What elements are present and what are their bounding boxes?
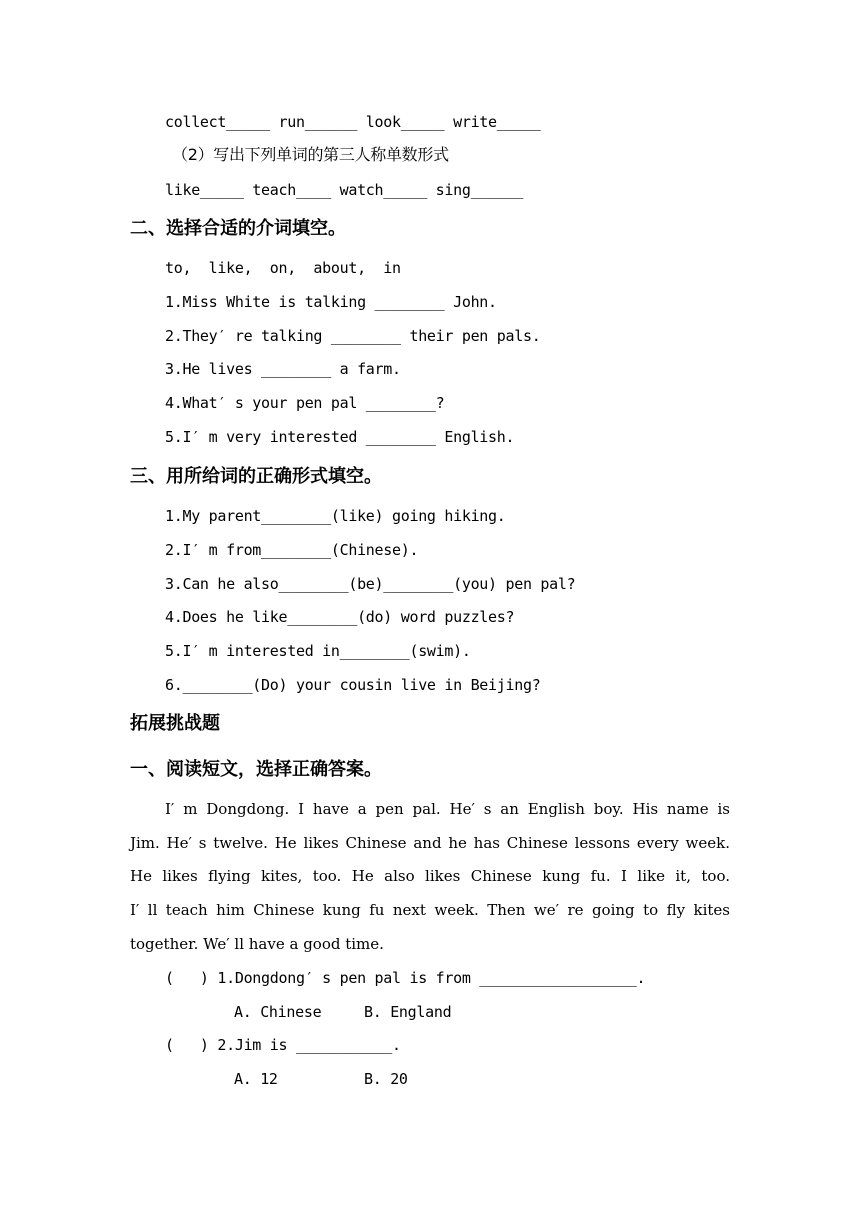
form-question-6: 6.________(Do) your cousin live in Beijing? (165, 676, 541, 694)
third-person-blanks-line: like_____ teach____ watch_____ sing______ (165, 181, 523, 199)
passage-line-2: Jim. He′ s twelve. He likes Chinese and he has Chinese lessons every week. (130, 834, 730, 852)
extension-heading: 拓展挑战题 (130, 713, 220, 734)
passage-line-5: together. We′ ll have a good time. (130, 935, 384, 953)
preposition-options: to, like, on, about, in (165, 259, 401, 277)
reading-heading: 一、阅读短文，选择正确答案。 (130, 759, 382, 780)
form-question-4: 4.Does he like________(do) word puzzles? (165, 608, 515, 626)
past-tense-blanks-line: collect_____ run______ look_____ write_____ (165, 113, 541, 131)
passage-line-4: I′ ll teach him Chinese kung fu next week. Then we′ re going to fly kites (130, 901, 730, 919)
passage-line-3: He likes flying kites, too. He also likes Chinese kung fu. I like it, too. (130, 867, 730, 885)
form-question-3: 3.Can he also________(be)________(you) pen pal? (165, 575, 576, 593)
q1-option-b: B. England (364, 1003, 452, 1021)
passage-line-1: I′ m Dongdong. I have a pen pal. He′ s an English boy. His name is (165, 800, 730, 818)
section-3-heading: 三、用所给词的正确形式填空。 (130, 466, 382, 487)
form-question-5: 5.I′ m interested in________(swim). (165, 642, 471, 660)
q1-option-a: A. Chinese (234, 1003, 322, 1021)
q2-option-a: A. 12 (234, 1070, 278, 1088)
section-2-heading: 二、选择合适的介词填空。 (130, 218, 346, 239)
third-person-instruction: （2）写出下列单词的第三人称单数形式 (172, 145, 449, 164)
preposition-question-4: 4.What′ s your pen pal ________? (165, 394, 445, 412)
form-question-1: 1.My parent________(like) going hiking. (165, 507, 506, 525)
q2-option-b: B. 20 (364, 1070, 408, 1088)
preposition-question-2: 2.They′ re talking ________ their pen pals. (165, 327, 541, 345)
reading-question-2: ( ) 2.Jim is ___________. (165, 1036, 401, 1054)
preposition-question-1: 1.Miss White is talking ________ John. (165, 293, 497, 311)
preposition-question-5: 5.I′ m very interested ________ English. (165, 428, 515, 446)
preposition-question-3: 3.He lives ________ a farm. (165, 360, 401, 378)
reading-question-1: ( ) 1.Dongdong′ s pen pal is from __________________. (165, 969, 646, 987)
form-question-2: 2.I′ m from________(Chinese). (165, 541, 419, 559)
